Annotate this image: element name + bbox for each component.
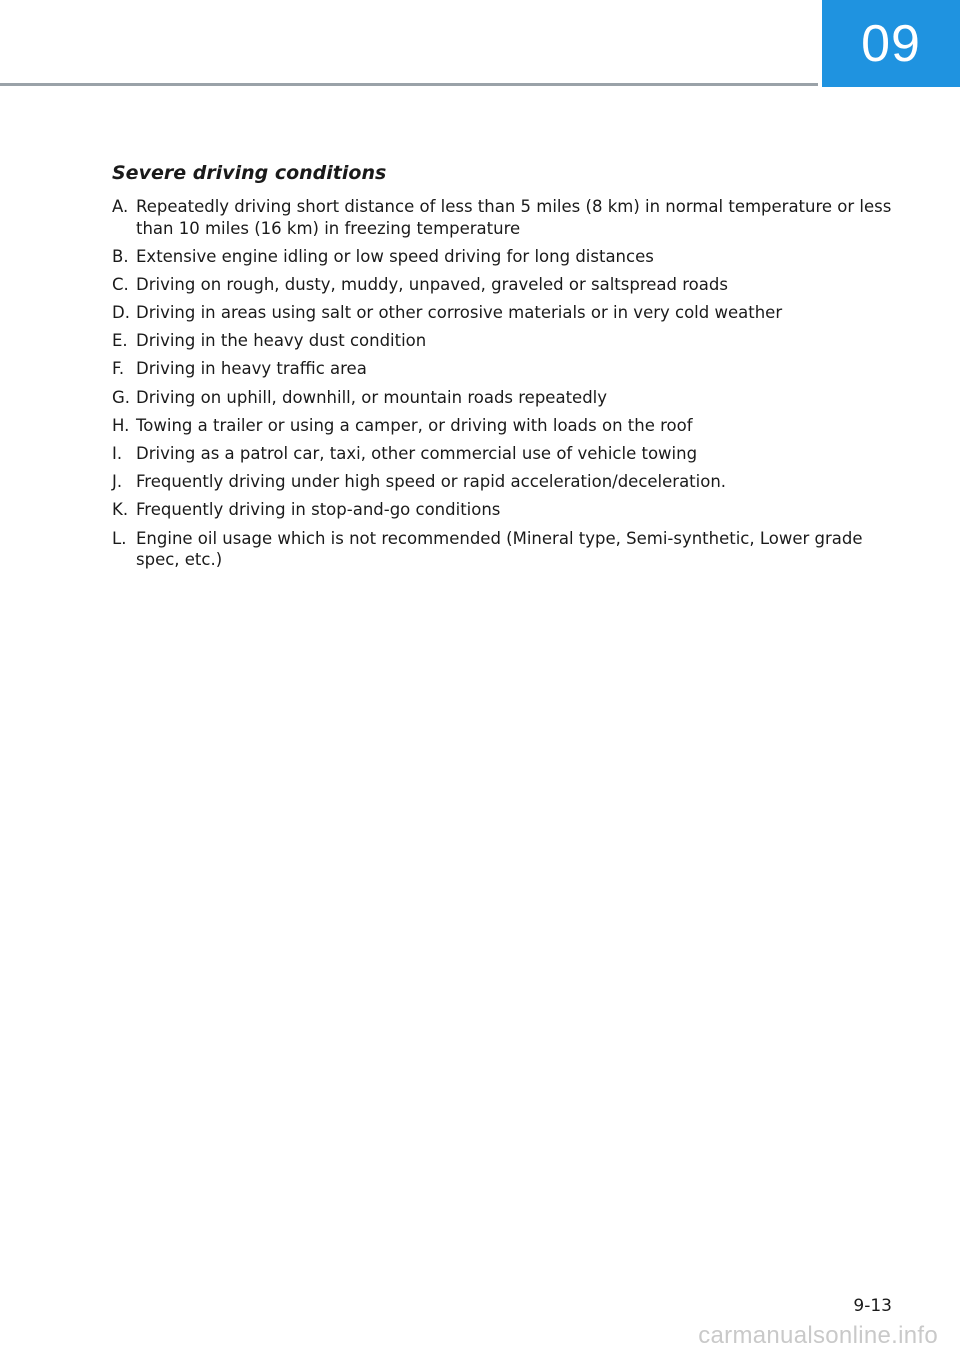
- conditions-list: [112, 196, 902, 571]
- list-item: [112, 302, 902, 324]
- list-item-letter: J.: [112, 472, 123, 492]
- list-item-letter: D.: [112, 303, 130, 323]
- list-item-text: Towing a trailer or using a camper, or driving with loads on the roof: [136, 415, 693, 435]
- list-item-text: Driving as a patrol car, taxi, other commercial use of vehicle towing: [136, 444, 698, 463]
- list-item-letter: H.: [112, 415, 130, 435]
- list-item-text: Frequently driving under high speed or rapid acceleration/deceleration.: [136, 472, 727, 492]
- list-item: [112, 443, 902, 465]
- list-item-text: Driving on rough, dusty, muddy, unpaved, graveled or saltspread roads: [136, 274, 728, 294]
- list-item-letter: C.: [112, 274, 129, 294]
- list-item-letter: K.: [112, 500, 129, 520]
- list-item-letter: F.: [112, 359, 125, 379]
- list-item-text: Driving in the heavy dust condition: [136, 331, 427, 351]
- list-item-text: Frequently driving in stop-and-go conditions: [136, 500, 501, 520]
- list-item: [112, 196, 902, 239]
- list-item-letter: B.: [112, 246, 129, 266]
- list-item-text: Driving in areas using salt or other corrosive materials or in very cold weather: [136, 303, 783, 323]
- watermark[interactable]: carmanualsonline.info: [698, 1322, 938, 1349]
- list-item-letter: L.: [112, 528, 127, 548]
- list-item-letter: A.: [112, 197, 129, 216]
- list-item: [112, 330, 902, 352]
- list-item-text: Driving in heavy traffic area: [136, 359, 367, 379]
- list-item-text: Engine oil usage which is not recommended (Mineral type, Semi-synthetic, Lower grade spec, etc.): [136, 528, 863, 570]
- list-item: [112, 528, 902, 571]
- list-item: [112, 415, 902, 437]
- list-item-letter: I.: [112, 444, 123, 463]
- list-item-text: Repeatedly driving short distance of less than 5 miles (8 km) in normal temperature or less than 10 miles (16 km) in freezing temperature: [136, 197, 892, 238]
- list-item-text: Driving on uphill, downhill, or mountain roads repeatedly: [136, 387, 608, 407]
- chapter-tab: [822, 0, 960, 87]
- list-item-letter: E.: [112, 331, 128, 351]
- list-item-text: Extensive engine idling or low speed driving for long distances: [136, 246, 654, 266]
- list-item: [112, 387, 902, 409]
- list-item: [112, 471, 902, 493]
- list-item: [112, 274, 902, 296]
- section-title: Severe driving conditions: [112, 162, 387, 184]
- list-item: [112, 358, 902, 380]
- page-content: [112, 158, 902, 577]
- list-item: [112, 246, 902, 268]
- chapter-number: 09: [861, 14, 921, 73]
- list-item: [112, 499, 902, 521]
- header-rule: [0, 83, 818, 86]
- page-number: 9-13: [853, 1296, 892, 1316]
- list-item-letter: G.: [112, 387, 131, 407]
